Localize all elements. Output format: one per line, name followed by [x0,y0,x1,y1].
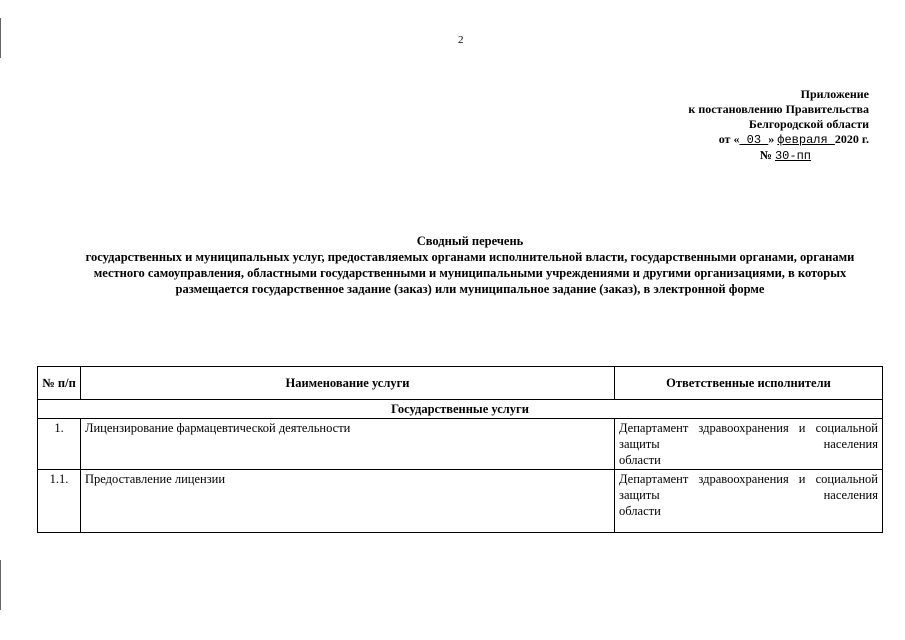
row-service-name: Лицензирование фармацевтической деятельности [81,419,615,470]
number-value: 30-пп [774,149,811,163]
appendix-number [688,148,869,164]
appendix-date [688,132,869,148]
row-executor-main: Департамент здравоохранения и социальной защиты населения [619,472,878,502]
table-row [38,470,883,533]
margin-mark-top [0,18,1,58]
row-service-name: Предоставление лицензии [81,470,615,533]
date-year: 2020 г. [834,132,869,146]
table-row [38,419,883,470]
row-num: 1. [38,419,81,470]
services-table [37,366,883,533]
section-row [38,400,883,419]
document-heading [60,233,880,297]
date-mid: » [768,132,778,146]
row-executor-last: области [619,453,661,467]
date-month: февраля [777,133,835,147]
row-executor [615,470,883,533]
appendix-title: Приложение [800,87,869,101]
margin-mark-bottom [0,560,1,610]
header-name: Наименование услуги [81,367,615,400]
section-title: Государственные услуги [38,400,883,419]
row-num: 1.1. [38,470,81,533]
appendix-region: Белгородской области [748,117,869,131]
header-executor: Ответственные исполнители [615,367,883,400]
row-executor-main: Департамент здравоохранения и социальной защиты населения [619,421,878,451]
appendix-block [688,87,869,164]
table-header-row [38,367,883,400]
row-executor [615,419,883,470]
number-prefix: № [759,148,775,162]
row-executor-last: области [619,504,661,518]
date-day: 03 [739,133,769,147]
header-num: № п/п [38,367,81,400]
document-title: Сводный перечень [416,234,524,248]
page-number: 2 [458,34,464,46]
document-subtitle: государственных и муниципальных услуг, предоставляемых органами исполнительной власти, государственными органами, органами местного самоуправления, областными государственными и муниципальными учреждениями и другими организациями, в которых размещается государственное задание (заказ) или муниципальное задание (заказ), в электронной форме [85,250,855,296]
appendix-decree: к постановлению Правительства [688,102,869,116]
date-prefix: от « [718,132,740,146]
